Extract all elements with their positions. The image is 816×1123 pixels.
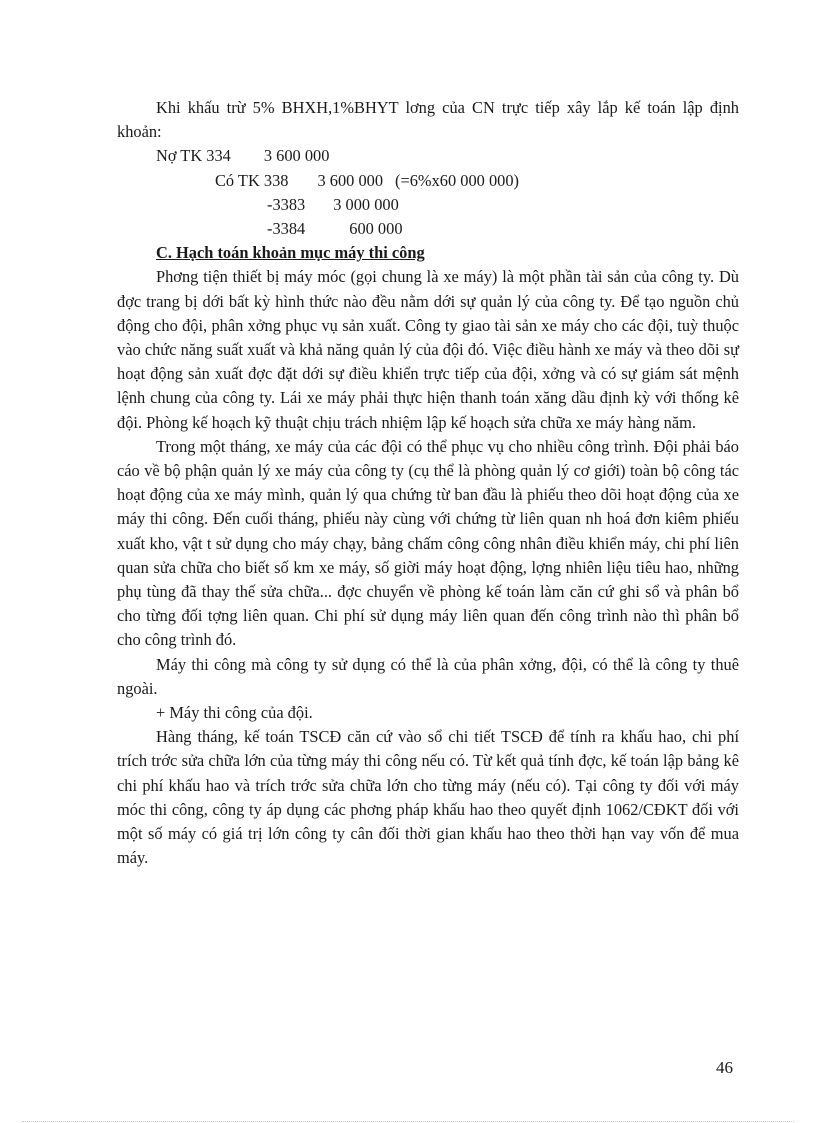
body-paragraph: Trong một tháng, xe máy của các đội có thể phục vụ cho nhiều công trình. Đội phải báo cáo về bộ phận quản lý xe máy của công ty (cụ thể là phòng quản lý cơ giới) toàn bộ công tác hoạt động của xe máy mình, quản lý qua chứng từ ban đầu là phiếu theo dõi hoạt động của xe máy thi công. Đến cuối tháng, phiếu này cùng với chứng từ liên quan nh hoá đơn kiêm phiếu xuất kho, vật t sử dụng cho máy chạy, bảng chấm công công nhân điều khiển máy, chi phí liên quan sửa chữa cho biết số km xe máy, số giời máy hoạt động, lợng nhiên liệu tiêu hao, những phụ tùng đã thay thế sửa chữa... đợc chuyển về phòng kế toán làm căn cứ ghi sổ và phân bổ cho từng đối tợng liên quan. Chi phí sử dụng máy liên quan đến công trình nào thì phân bổ cho công trình đó. — [117, 436, 739, 650]
debit-entry — [117, 144, 739, 168]
debit-account: Nợ TK 334 — [156, 146, 231, 166]
sub-amount-3384: 600 000 — [349, 219, 403, 239]
debit-amount: 3 600 000 — [263, 146, 330, 166]
body-paragraph: Phơng tiện thiết bị máy móc (gọi chung là xe máy) là một phần tài sản của công ty. Dù đợc trang bị dới bất kỳ hình thức nào đều nằm dới sự quản lý của công ty. Để tạo nguồn chủ động cho đội, phân xởng phục vụ sản xuất. Công ty giao tài sản xe máy cho các đội, tuỳ thuộc vào chức năng suất xuất và khả năng quản lý của đội đó. Việc điều hành xe máy và theo dõi sự hoạt động sản xuất đợc đặt dới sự điều khiển trực tiếp của đội, xởng và có sự giám sát mệnh lệnh chung của công ty. Lái xe máy phải thực hiện thanh toán xăng dầu định kỳ với thống kê đội. Phòng kế hoạch kỹ thuật chịu trách nhiệm lập kế hoạch sửa chữa xe máy hàng năm. — [117, 267, 739, 432]
page-body — [117, 96, 739, 871]
sub-entry-3384 — [117, 217, 739, 241]
credit-amount: 3 600 000 — [317, 170, 384, 190]
credit-note: (=6%x60 000 000) — [395, 170, 519, 190]
credit-entry — [117, 169, 739, 193]
sub-account-3384: -3384 — [267, 219, 306, 239]
body-paragraph: + Máy thi công của đội. — [156, 703, 313, 723]
body-paragraph: Máy thi công mà công ty sử dụng có thể là của phân xởng, đội, có thể là công ty thuê ngoài. — [117, 654, 739, 698]
footer-divider — [22, 1121, 794, 1122]
section-heading: C. Hạch toán khoản mục máy thi công — [156, 243, 425, 263]
sub-amount-3383: 3 000 000 — [333, 194, 399, 214]
body-paragraph: Hàng tháng, kế toán TSCĐ căn cứ vào sổ chi tiết TSCĐ để tính ra khấu hao, chi phí trích trớc sửa chữa lớn của từng máy thi công nếu có. Từ kết quả tính đợc, kế toán lập bảng kê chi phí khấu hao và trích trớc sửa chữa lớn cho từng máy (nếu có). Tại công ty đối với máy móc thi công, công ty áp dụng các phơng pháp khấu hao theo quyết định 1062/CĐKT đối với một số máy có giá trị lớn công ty cân đối thời gian khấu hao theo thời hạn vay vốn để mua máy. — [117, 727, 739, 868]
page-number: 46 — [716, 1058, 733, 1077]
credit-account: Có TK 338 — [215, 170, 289, 190]
sub-entry-3383 — [117, 193, 739, 217]
sub-account-3383: -3383 — [267, 194, 306, 214]
intro-paragraph: Khi khấu trừ 5% BHXH,1%BHYT lơng của CN trực tiếp xây lắp kế toán lập định khoản: — [117, 98, 739, 142]
